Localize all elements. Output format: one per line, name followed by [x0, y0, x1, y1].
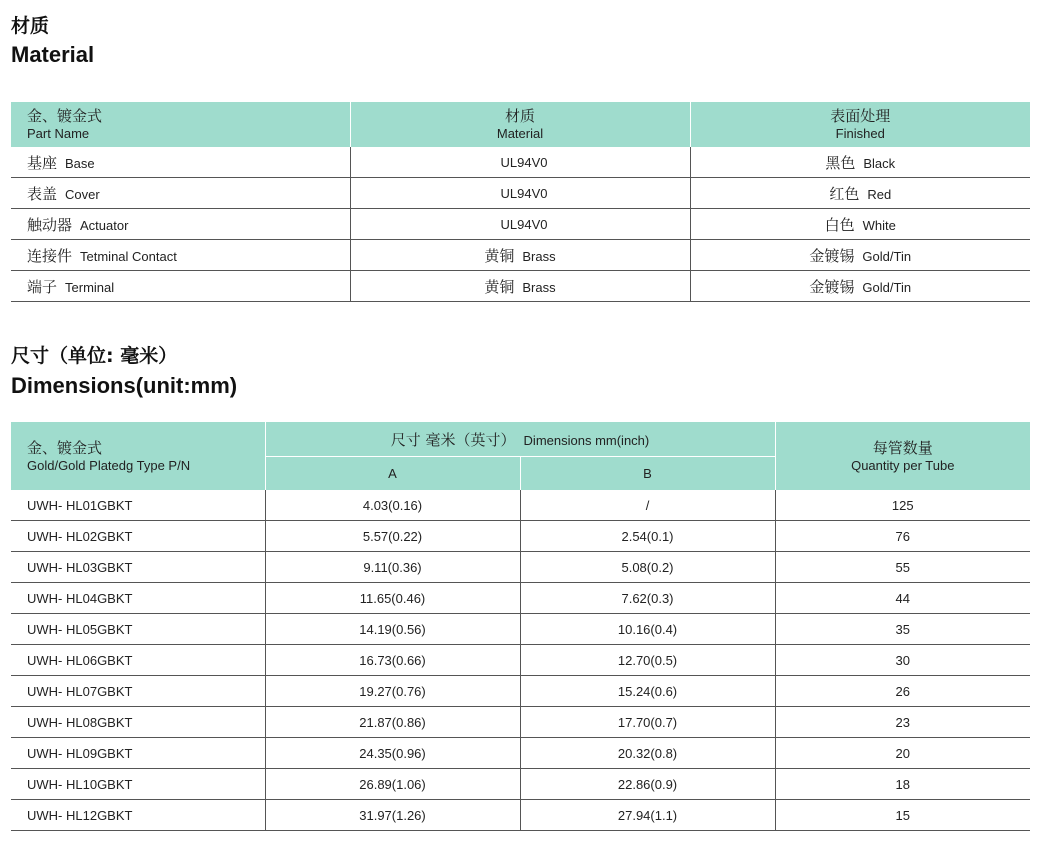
header-type-pn: [11, 422, 265, 490]
a-cell: 5.57(0.22): [265, 521, 520, 552]
a-cell: 11.65(0.46): [265, 583, 520, 614]
finish-cn: 金镀锡: [809, 246, 855, 265]
header-material: [350, 102, 690, 147]
pn-cell: UWH- HL12GBKT: [11, 800, 265, 831]
qty-cell: 44: [775, 583, 1030, 614]
qty-cell: 55: [775, 552, 1030, 583]
finish-en: Gold/Tin: [862, 248, 912, 264]
finish-cell: [690, 240, 1030, 271]
part-name-en: Actuator: [80, 217, 129, 233]
qty-cell: 26: [775, 676, 1030, 707]
qty-cell: 125: [775, 490, 1030, 521]
table-row: [11, 676, 1030, 707]
a-cell: 9.11(0.36): [265, 552, 520, 583]
dimensions-title-en: Dimensions(unit:mm): [11, 373, 238, 398]
header-type-cn: 金、镀金式: [27, 438, 103, 457]
finish-cell: [690, 271, 1030, 302]
material-en: UL94V0: [500, 186, 548, 201]
header-material-en: Material: [496, 126, 544, 141]
header-b: B: [520, 457, 775, 491]
header-finished: [690, 102, 1030, 147]
header-finished-en: Finished: [835, 126, 885, 141]
part-name-cn: 表盖: [27, 184, 58, 203]
header-dim-cn: 尺寸 毫米（英寸）: [390, 430, 516, 449]
finish-en: Black: [863, 155, 896, 171]
b-cell: 5.08(0.2): [520, 552, 775, 583]
pn-cell: UWH- HL09GBKT: [11, 738, 265, 769]
part-name-en: Cover: [65, 186, 100, 202]
table-row: [11, 769, 1030, 800]
a-cell: 19.27(0.76): [265, 676, 520, 707]
b-cell: 27.94(1.1): [520, 800, 775, 831]
finish-cn: 黑色: [825, 153, 856, 172]
material-en: UL94V0: [500, 155, 548, 170]
b-cell: 15.24(0.6): [520, 676, 775, 707]
a-cell: 26.89(1.06): [265, 769, 520, 800]
table-row: [11, 490, 1030, 521]
a-cell: 24.35(0.96): [265, 738, 520, 769]
b-cell: 17.70(0.7): [520, 707, 775, 738]
material-cell: [350, 147, 690, 178]
part-cell: [11, 178, 350, 209]
table-row: [11, 614, 1030, 645]
header-dim-en: Dimensions mm(inch): [523, 432, 650, 448]
dimensions-table: [11, 422, 1030, 831]
material-row: [11, 147, 1030, 178]
material-cn: 黄铜: [484, 277, 515, 296]
b-cell: 20.32(0.8): [520, 738, 775, 769]
a-cell: 4.03(0.16): [265, 490, 520, 521]
table-row: [11, 583, 1030, 614]
header-qty-en: Quantity per Tube: [851, 457, 955, 473]
finish-cn: 红色: [829, 184, 860, 203]
finish-cell: [690, 209, 1030, 240]
header-part-name-en: Part Name: [27, 126, 90, 141]
material-table: [11, 102, 1030, 302]
pn-cell: UWH- HL01GBKT: [11, 490, 265, 521]
a-cell: 14.19(0.56): [265, 614, 520, 645]
material-cell: [350, 209, 690, 240]
material-title-en: Material: [11, 42, 95, 67]
table-row: [11, 707, 1030, 738]
a-cell: 31.97(1.26): [265, 800, 520, 831]
material-en: Brass: [522, 279, 556, 295]
qty-cell: 15: [775, 800, 1030, 831]
pn-cell: UWH- HL10GBKT: [11, 769, 265, 800]
table-row: [11, 738, 1030, 769]
part-name-en: Terminal: [65, 279, 115, 295]
part-cell: [11, 271, 350, 302]
material-cell: [350, 178, 690, 209]
header-part-name-cn: 金、镀金式: [27, 107, 103, 125]
finish-cn: 白色: [824, 215, 855, 234]
a-cell: 16.73(0.66): [265, 645, 520, 676]
dimensions-title-cn: 尺寸（单位: 毫米）: [11, 345, 178, 367]
qty-cell: 20: [775, 738, 1030, 769]
b-cell: 7.62(0.3): [520, 583, 775, 614]
b-cell: 10.16(0.4): [520, 614, 775, 645]
pn-cell: UWH- HL05GBKT: [11, 614, 265, 645]
part-name-cn: 端子: [27, 277, 58, 296]
finish-cell: [690, 147, 1030, 178]
part-name-en: Base: [65, 155, 95, 171]
pn-cell: UWH- HL06GBKT: [11, 645, 265, 676]
part-cell: [11, 209, 350, 240]
table-row: [11, 800, 1030, 831]
qty-cell: 18: [775, 769, 1030, 800]
part-name-cn: 触动器: [27, 215, 73, 234]
header-quantity: [775, 422, 1030, 490]
pn-cell: UWH- HL04GBKT: [11, 583, 265, 614]
pn-cell: UWH- HL03GBKT: [11, 552, 265, 583]
qty-cell: 30: [775, 645, 1030, 676]
finish-en: Red: [867, 186, 892, 202]
pn-cell: UWH- HL02GBKT: [11, 521, 265, 552]
part-name-cn: 基座: [27, 153, 58, 172]
header-qty-cn: 每管数量: [872, 438, 933, 457]
material-row: [11, 209, 1030, 240]
b-cell: 22.86(0.9): [520, 769, 775, 800]
finish-en: Gold/Tin: [862, 279, 912, 295]
material-cn: 黄铜: [484, 246, 515, 265]
material-en: UL94V0: [500, 217, 548, 232]
finish-en: White: [862, 217, 896, 233]
qty-cell: 35: [775, 614, 1030, 645]
material-cell: [350, 240, 690, 271]
pn-cell: UWH- HL07GBKT: [11, 676, 265, 707]
dimensions-header-row: [11, 422, 1030, 457]
qty-cell: 76: [775, 521, 1030, 552]
header-type-en: Gold/Gold Platedg Type P/N: [27, 457, 191, 473]
table-row: [11, 552, 1030, 583]
material-row: [11, 271, 1030, 302]
material-row: [11, 178, 1030, 209]
qty-cell: 23: [775, 707, 1030, 738]
header-material-cn: 材质: [504, 107, 535, 125]
part-name-cn: 连接件: [27, 246, 73, 265]
table-row: [11, 645, 1030, 676]
a-cell: 21.87(0.86): [265, 707, 520, 738]
b-cell: 12.70(0.5): [520, 645, 775, 676]
material-row: [11, 240, 1030, 271]
pn-cell: UWH- HL08GBKT: [11, 707, 265, 738]
header-part-name: [11, 102, 350, 147]
part-cell: [11, 240, 350, 271]
header-dimensions: [265, 422, 775, 457]
finish-cn: 金镀锡: [809, 277, 855, 296]
header-finished-cn: 表面处理: [830, 107, 891, 125]
b-cell: 2.54(0.1): [520, 521, 775, 552]
finish-cell: [690, 178, 1030, 209]
table-row: [11, 521, 1030, 552]
material-cell: [350, 271, 690, 302]
material-title-cn: 材质: [11, 15, 50, 37]
header-a: A: [265, 457, 520, 491]
part-cell: [11, 147, 350, 178]
b-cell: /: [520, 490, 775, 521]
part-name-en: Tetminal Contact: [80, 248, 177, 264]
material-header-row: [11, 102, 1030, 147]
material-en: Brass: [522, 248, 556, 264]
